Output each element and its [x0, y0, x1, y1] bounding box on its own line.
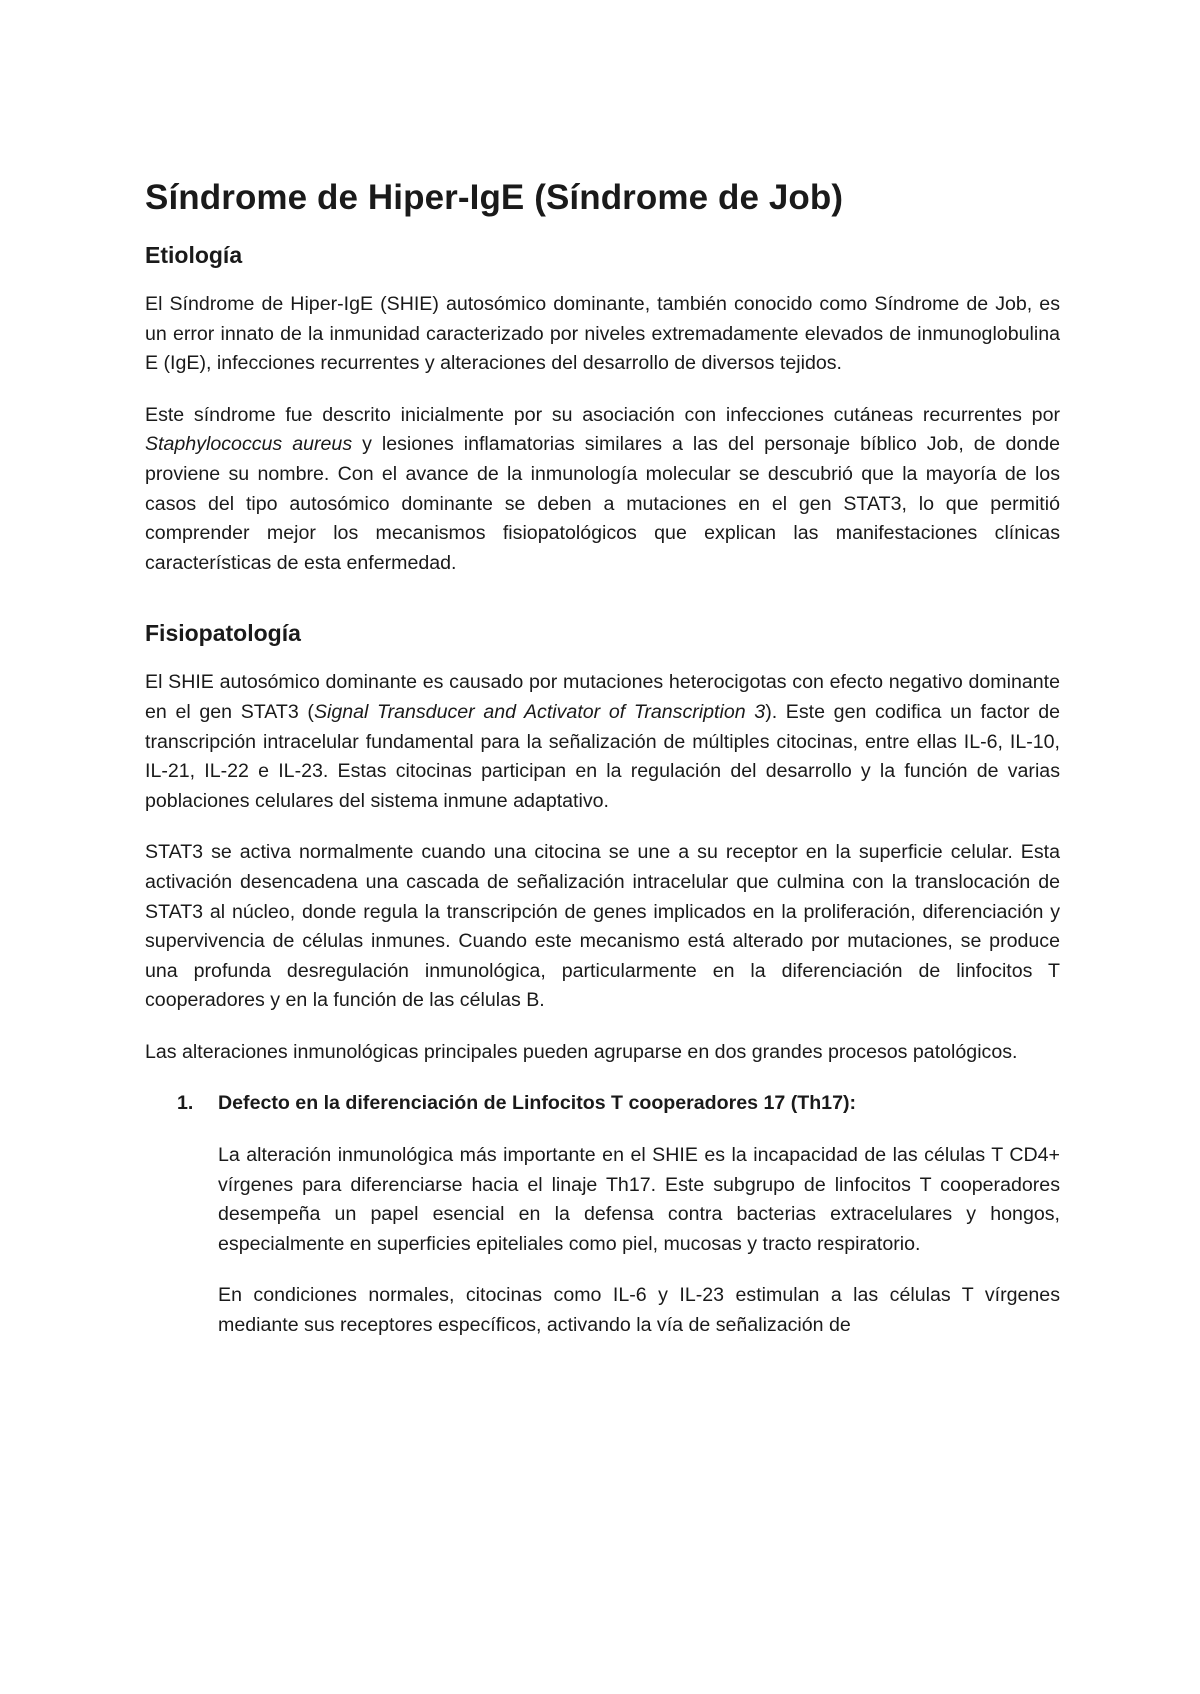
- numbered-list: [145, 1089, 1060, 1340]
- section-heading-etiologia: Etiología: [145, 242, 243, 268]
- paragraph: La alteración inmunológica más importante en el SHIE es la incapacidad de las células T CD4+ vírgenes para diferenciarse hacia el linaje Th17. Este subgrupo de linfocitos T cooperadores desempeña un papel esencial en la defensa contra bacterias extracelulares y hongos, especialmente en superficies epiteliales como piel, mucosas y tracto respiratorio.: [218, 1144, 1060, 1255]
- paragraph: Las alteraciones inmunológicas principales pueden agruparse en dos grandes procesos patológicos.: [145, 1040, 1018, 1063]
- text-run: y lesiones inflamatorias similares a las del personaje bíblico Job, de donde proviene su nombre. Con el avance de la inmunología molecular se descubrió que la mayoría de los casos del tipo autosómico dominante se deben a mutaciones en el gen STAT3, lo que permitió comprender mejor los mecanismos fisiopatológicos que explican las manifestaciones clínicas características de esta enfermedad.: [145, 433, 1060, 574]
- list-item: [145, 1089, 1060, 1340]
- section-heading-fisiopatologia: Fisiopatología: [145, 620, 301, 647]
- document-title: Síndrome de Hiper-IgE (Síndrome de Job): [145, 178, 844, 217]
- text-run: Este síndrome fue descrito inicialmente por su asociación con infecciones cutáneas recurrentes por: [145, 403, 1060, 426]
- italic-term: Staphylococcus aureus: [145, 433, 353, 456]
- paragraph: [145, 668, 1060, 816]
- list-item-heading: Defecto en la diferenciación de Linfocitos T cooperadores 17 (Th17):: [218, 1092, 857, 1115]
- paragraph: El Síndrome de Hiper-IgE (SHIE) autosómico dominante, también conocido como Síndrome de Job, es un error innato de la inmunidad caracterizado por niveles extremadamente elevados de inmunoglobulina E (IgE), infecciones recurrentes y alteraciones del desarrollo de diversos tejidos.: [145, 293, 1060, 375]
- paragraph: STAT3 se activa normalmente cuando una citocina se une a su receptor en la superficie celular. Esta activación desencadena una cascada de señalización intracelular que culmina con la translocación de STAT3 al núcleo, donde regula la transcripción de genes implicados en la proliferación, diferenciación y supervivencia de células inmunes. Cuando este mecanismo está alterado por mutaciones, se produce una profunda desregulación inmunológica, particularmente en la diferenciación de linfocitos T cooperadores y en la función de las células B.: [145, 841, 1060, 1012]
- text-run: El SHIE autosómico dominante es causado por mutaciones heterocigotas con efecto negativo dominante en el gen STAT3 (: [145, 671, 1060, 723]
- paragraph: En condiciones normales, citocinas como IL-6 y IL-23 estimulan a las células T vírgenes mediante sus receptores específicos, activando la vía de señalización de: [218, 1284, 1060, 1337]
- list-item-number: 1.: [177, 1092, 194, 1115]
- italic-term: Signal Transducer and Activator of Transcription 3: [313, 700, 766, 723]
- text-run: ). Este gen codifica un factor de transcripción intracelular fundamental para la señalización de múltiples citocinas, entre ellas IL-6, IL-10, IL-21, IL-22 e IL-23. Estas citocinas participan en la regulación del desarrollo y la función de varias poblaciones celulares del sistema inmune adaptativo.: [145, 700, 1060, 812]
- document-page: [145, 176, 1060, 1341]
- paragraph: [145, 401, 1060, 579]
